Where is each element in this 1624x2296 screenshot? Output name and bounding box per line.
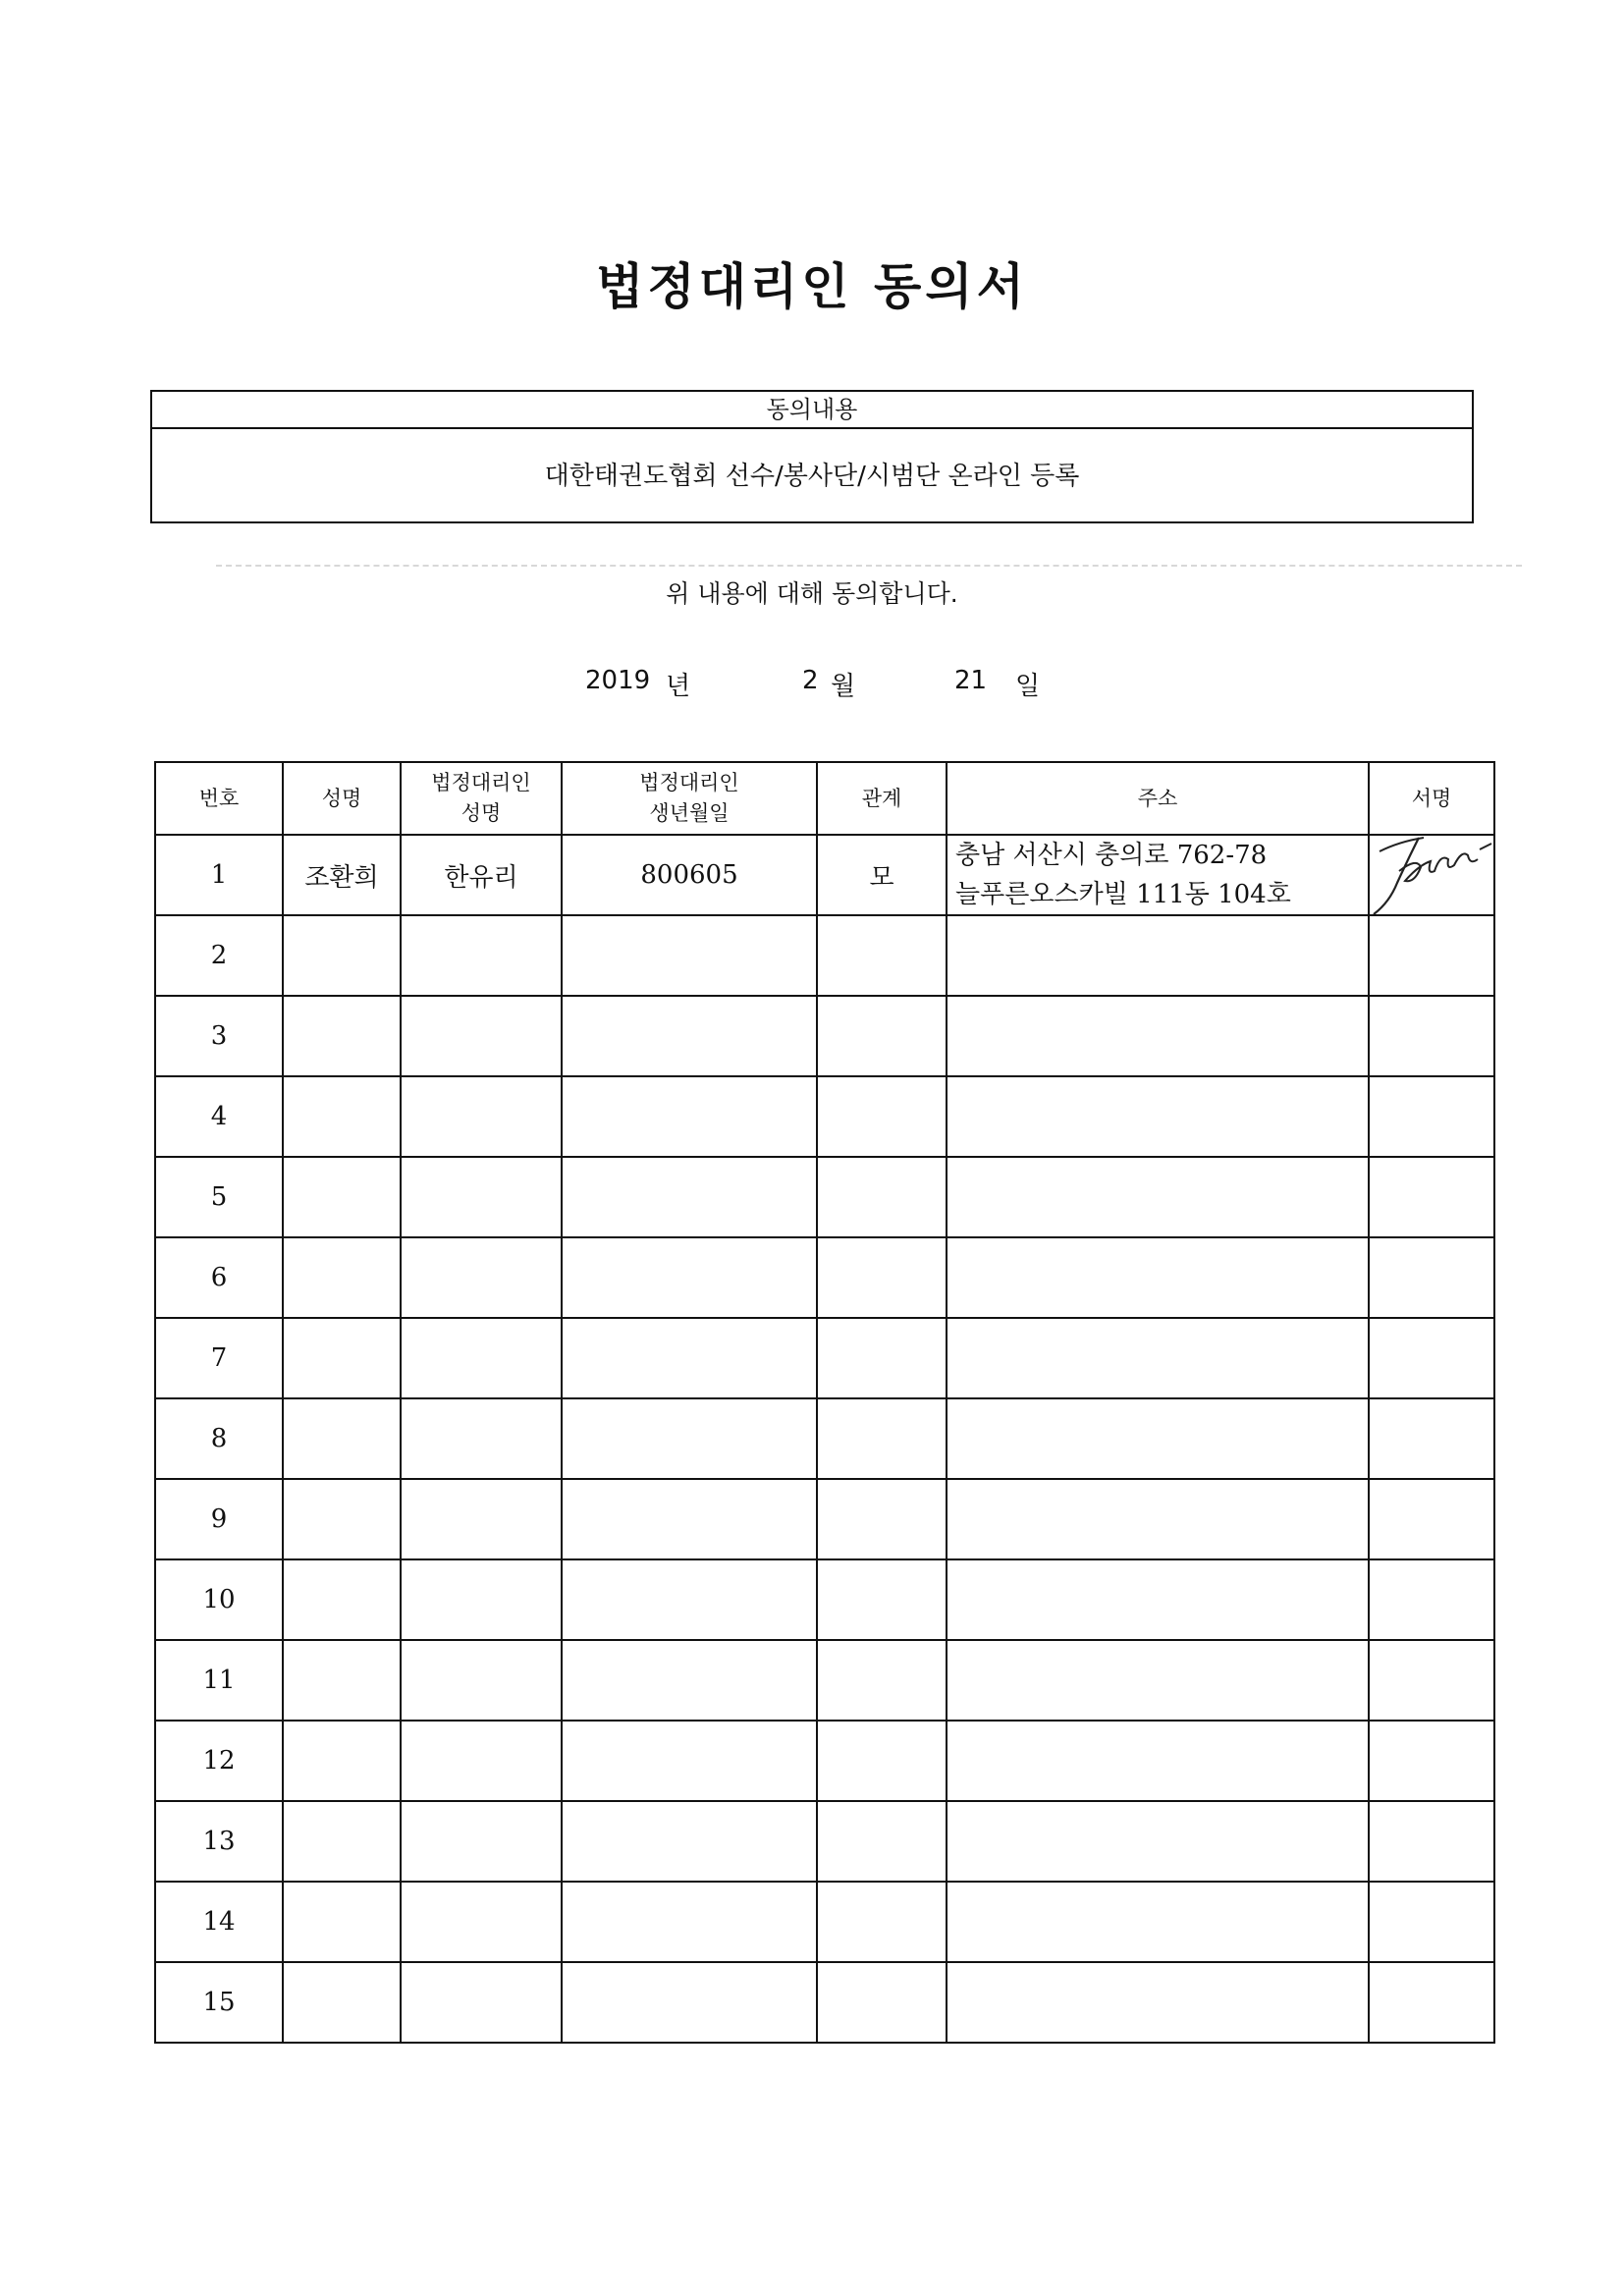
cell-signature (1369, 1237, 1494, 1318)
cell-number: 2 (155, 915, 283, 996)
cell-signature (1369, 1882, 1494, 1962)
cell-address (947, 1962, 1369, 2043)
cell-signature (1369, 1398, 1494, 1479)
cell-relation (817, 1076, 947, 1157)
cell-guardian-birth (562, 1801, 817, 1882)
table-row (155, 915, 1494, 996)
cell-guardian-birth (562, 1318, 817, 1398)
table-row (155, 1318, 1494, 1398)
consent-content-box (150, 390, 1474, 523)
agreement-statement: 위 내용에 대해 동의합니다. (666, 579, 958, 608)
cell-guardian-name (401, 1479, 562, 1559)
cell-guardian-name (401, 996, 562, 1076)
cell-relation (817, 1962, 947, 2043)
cell-relation (817, 1801, 947, 1882)
cell-guardian-name (401, 1559, 562, 1640)
header-signature: 서명 (1369, 762, 1494, 835)
cell-guardian-name (401, 1962, 562, 2043)
cell-guardian-birth (562, 1237, 817, 1318)
header-number: 번호 (155, 762, 283, 835)
table-row (155, 1076, 1494, 1157)
cell-guardian-birth: 800605 (562, 835, 817, 915)
cell-number: 5 (155, 1157, 283, 1237)
cell-relation (817, 1721, 947, 1801)
cell-relation (817, 1157, 947, 1237)
table-row (155, 1882, 1494, 1962)
date-month: 2 (802, 666, 819, 695)
cell-guardian-name (401, 1882, 562, 1962)
cell-signature (1369, 1559, 1494, 1640)
cell-relation (817, 1398, 947, 1479)
cell-signature (1369, 1640, 1494, 1721)
cell-guardian-birth (562, 1076, 817, 1157)
address-line1: 충남 서산시 충의로 762-78 (955, 841, 1268, 870)
cell-guardian-name (401, 1237, 562, 1318)
cell-address (947, 1721, 1369, 1801)
cell-relation (817, 1237, 947, 1318)
cell-name: 조환희 (283, 835, 401, 915)
cell-signature (1369, 1157, 1494, 1237)
cell-guardian-name (401, 915, 562, 996)
cell-signature (1369, 1076, 1494, 1157)
cell-number: 13 (155, 1801, 283, 1882)
cell-address (947, 1318, 1369, 1398)
cell-signature (1369, 835, 1494, 915)
header-address: 주소 (947, 762, 1369, 835)
table-row (155, 1237, 1494, 1318)
cell-signature (1369, 1318, 1494, 1398)
cell-number: 7 (155, 1318, 283, 1398)
cell-relation (817, 996, 947, 1076)
cell-number: 14 (155, 1882, 283, 1962)
cell-signature (1369, 1721, 1494, 1801)
table-row (155, 996, 1494, 1076)
cell-name (283, 1640, 401, 1721)
cell-guardian-birth (562, 996, 817, 1076)
table-row (155, 1559, 1494, 1640)
table-row (155, 1479, 1494, 1559)
table-row (155, 1962, 1494, 2043)
cell-relation (817, 1559, 947, 1640)
cell-name (283, 1398, 401, 1479)
cell-name (283, 1882, 401, 1962)
cell-address (947, 1559, 1369, 1640)
cell-signature (1369, 996, 1494, 1076)
cell-guardian-birth (562, 1882, 817, 1962)
cell-number: 15 (155, 1962, 283, 2043)
cell-number: 3 (155, 996, 283, 1076)
document-title: 법정대리인 동의서 (596, 258, 1028, 315)
cell-address (947, 1479, 1369, 1559)
cell-guardian-name (401, 1640, 562, 1721)
cell-guardian-birth (562, 1398, 817, 1479)
cell-address (947, 1076, 1369, 1157)
header-relation: 관계 (817, 762, 947, 835)
header-guardian-name-line1: 법정대리인 (431, 771, 531, 794)
cell-guardian-name (401, 1318, 562, 1398)
table-row (155, 1640, 1494, 1721)
cell-guardian-name: 한유리 (401, 835, 562, 915)
cell-guardian-name (401, 1398, 562, 1479)
cell-name (283, 1076, 401, 1157)
scan-artifact-line (216, 565, 1522, 567)
date-day: 21 (954, 666, 988, 695)
header-guardian-birth-line2: 생년월일 (649, 801, 730, 825)
cell-name (283, 996, 401, 1076)
cell-guardian-name (401, 1157, 562, 1237)
table-row (155, 1721, 1494, 1801)
table-row (155, 1801, 1494, 1882)
cell-number: 1 (155, 835, 283, 915)
guardian-consent-table (154, 761, 1495, 2044)
cell-address (947, 835, 1369, 915)
cell-name (283, 1801, 401, 1882)
date-month-unit: 월 (831, 672, 856, 701)
date-year-unit: 년 (666, 672, 691, 701)
cell-name (283, 1721, 401, 1801)
cell-number: 9 (155, 1479, 283, 1559)
cell-signature (1369, 915, 1494, 996)
cell-guardian-name (401, 1721, 562, 1801)
handwritten-signature (1370, 835, 1494, 914)
cell-address (947, 1237, 1369, 1318)
cell-guardian-birth (562, 1721, 817, 1801)
table-row (155, 1398, 1494, 1479)
cell-address (947, 1882, 1369, 1962)
table-header-row (155, 762, 1494, 835)
date-day-unit: 일 (1015, 672, 1041, 701)
cell-address (947, 1398, 1369, 1479)
cell-number: 11 (155, 1640, 283, 1721)
cell-signature (1369, 1962, 1494, 2043)
table-row (155, 1157, 1494, 1237)
cell-name (283, 1479, 401, 1559)
cell-number: 10 (155, 1559, 283, 1640)
header-guardian-birth (562, 762, 817, 835)
cell-signature (1369, 1479, 1494, 1559)
cell-relation: 모 (817, 835, 947, 915)
cell-relation (817, 1640, 947, 1721)
consent-content-header: 동의내용 (152, 392, 1472, 429)
cell-name (283, 1559, 401, 1640)
cell-guardian-birth (562, 1559, 817, 1640)
cell-guardian-birth (562, 915, 817, 996)
header-name: 성명 (283, 762, 401, 835)
cell-number: 6 (155, 1237, 283, 1318)
cell-number: 12 (155, 1721, 283, 1801)
cell-relation (817, 1479, 947, 1559)
date-year: 2019 (585, 666, 651, 695)
cell-address (947, 1157, 1369, 1237)
cell-relation (817, 915, 947, 996)
table-row (155, 835, 1494, 915)
consent-content-body: 대한태권도협회 선수/봉사단/시범단 온라인 등록 (544, 462, 1080, 491)
cell-name (283, 915, 401, 996)
cell-number: 8 (155, 1398, 283, 1479)
cell-name (283, 1318, 401, 1398)
address-line2: 늘푸른오스카빌 111동 104호 (955, 880, 1291, 909)
header-guardian-name (401, 762, 562, 835)
cell-address (947, 1801, 1369, 1882)
cell-relation (817, 1318, 947, 1398)
cell-address (947, 1640, 1369, 1721)
cell-guardian-birth (562, 1962, 817, 2043)
cell-name (283, 1237, 401, 1318)
cell-address (947, 915, 1369, 996)
cell-address (947, 996, 1369, 1076)
cell-name (283, 1157, 401, 1237)
cell-name (283, 1962, 401, 2043)
cell-guardian-birth (562, 1157, 817, 1237)
cell-number: 4 (155, 1076, 283, 1157)
cell-guardian-name (401, 1801, 562, 1882)
header-guardian-name-line2: 성명 (460, 801, 502, 825)
cell-guardian-name (401, 1076, 562, 1157)
cell-signature (1369, 1801, 1494, 1882)
cell-relation (817, 1882, 947, 1962)
cell-guardian-birth (562, 1479, 817, 1559)
cell-guardian-birth (562, 1640, 817, 1721)
header-guardian-birth-line1: 법정대리인 (639, 771, 739, 794)
